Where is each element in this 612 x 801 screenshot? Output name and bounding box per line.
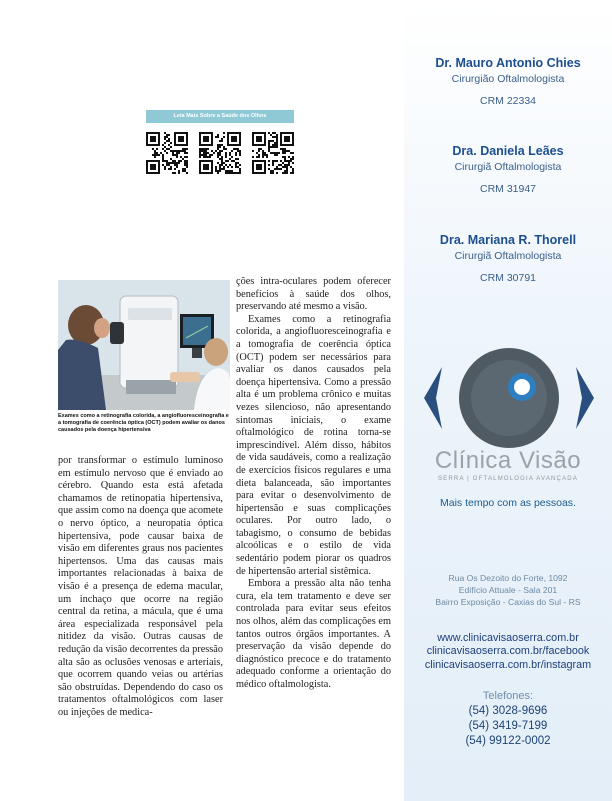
doctor-card-mariana [404,232,612,286]
phone-number[interactable]: (54) 99122-0002 [465,735,551,747]
website-link[interactable]: www.clinicavisaoserra.com.br [437,632,579,644]
instagram-link[interactable]: clinicavisaoserra.com.br/instagram [424,658,592,671]
address-line: Edifício Attuale - Sala 201 [458,585,558,596]
article-column-left [58,455,223,719]
doctor-card-daniela [404,143,612,197]
qr-code-2[interactable] [199,132,241,174]
doctor-role: Cirurgiã Oftalmologista [454,161,562,173]
qr-code-row [146,132,296,178]
clinic-sidebar [404,0,612,801]
phone-number[interactable]: (54) 3419-7199 [468,720,548,732]
doctor-name: Dr. Mauro Antonio Chies [435,56,581,70]
article-paragraph: Embora a pressão alta não tenha cura, ela tem tratamento e deve ser controlada para evitar seus efeitos nos olhos, além das complicações em tantos outros órgãos importantes. A preservação da visão depende do diagnóstico precoce e do tratamento adequado conforme a orientação do médico oftalmologista. [236,578,391,690]
doctor-crm: CRM 31947 [479,183,537,195]
clinic-links [404,632,612,672]
clinic-logo [404,345,612,525]
qr-banner: Leia Mais Sobre a Saúde dos Olhos [146,110,294,123]
doctor-card-mauro [404,55,612,109]
doctor-role: Cirurgião Oftalmologista [451,73,565,85]
clinic-brand: Clínica Visão [434,447,582,474]
clinic-address [404,572,612,609]
doctor-name: Dra. Daniela Leães [452,144,564,158]
article-paragraph: Exames como a retinografia colorida, a angiofluoresceinografia e a tomografia de coerência óptica (OCT) podem ser necessários para avaliar os danos causados pela doença hipertensiva. Como a pressão alta é um problema crônico e muitas vezes silencioso, não apresentando sintomas iniciais, o exame oftalmológico de rotina torna-se imprescindível. Além disso, hábitos de vida saudáveis, como a realização de exercícios físicos regulares e uma dieta balanceada, são importantes para evitar o desenvolvimento de hipertensão e suas complicações oculares. Por outro lado, o tabagismo, o consumo de bebidas alcoólicas e o estilo de vida sedentário podem piorar os quadros de hipertensão arterial sistêmica. [236,313,391,577]
qr-code-3[interactable] [252,132,294,174]
phone-number[interactable]: (54) 3028-9696 [468,705,548,717]
clinic-brand-subtitle: SERRA | OFTALMOLOGIA AVANÇADA [437,476,579,482]
doctor-name: Dra. Mariana R. Thorell [439,233,577,247]
article-paragraph: ções intra-oculares podem oferecer benefícios à saúde dos olhos, preservando até mesmo a visão. [236,276,391,313]
eye-exam-photo [58,280,230,410]
address-line: Rua Os Dezoito do Forte, 1092 [448,573,568,583]
qr-code-1[interactable] [146,132,188,174]
address-line: Bairro Exposição - Caxias do Sul - RS [435,597,581,608]
chevron-right-icon [574,367,594,429]
clinic-slogan: Mais tempo com as pessoas. [440,497,576,509]
doctor-crm: CRM 30791 [479,272,537,284]
chevron-left-icon [424,367,444,429]
figure-caption: Exames como a retinografia colorida, a angiofluoresceinografia e a tomografia de coerência óptica (OCT) podem avaliar os danos causados pela doença hipertensiva [58,413,229,433]
article-column-right [236,276,391,692]
clinic-phones [404,688,612,749]
article-paragraph: por transformar o estímulo luminoso em estímulo nervoso que é enviado ao cérebro. Quando esta está afetada chamamos de retinopatia hipertensiva, que assim como na doença que acomete o nervo óptico, a neuropatia óptica hipertensiva, pode causar baixa de visão em diferentes graus nos pacientes hipertensos. Uma das causas mais importantes relacionadas à baixa de visão é a presença de edema macular, um inchaço que ocorre na região central da retina, a mácula, que é uma área especializada responsável pela nitidez da visão. Outras causas de redução da visão decorrentes da pressão alta são as oclusões venosas e arteriais, que ocorrem quando veias ou artérias são obstruídas. Dependendo do caso os tratamentos oftalmológicos com laser ou injeções de medica- [58,455,223,718]
doctor-role: Cirurgiã Oftalmologista [454,250,562,262]
phones-title: Telefones: [482,690,534,702]
facebook-link[interactable]: clinicavisaoserra.com.br/facebook [426,645,590,658]
doctor-crm: CRM 22334 [479,95,537,107]
eye-logo-icon [456,345,562,451]
